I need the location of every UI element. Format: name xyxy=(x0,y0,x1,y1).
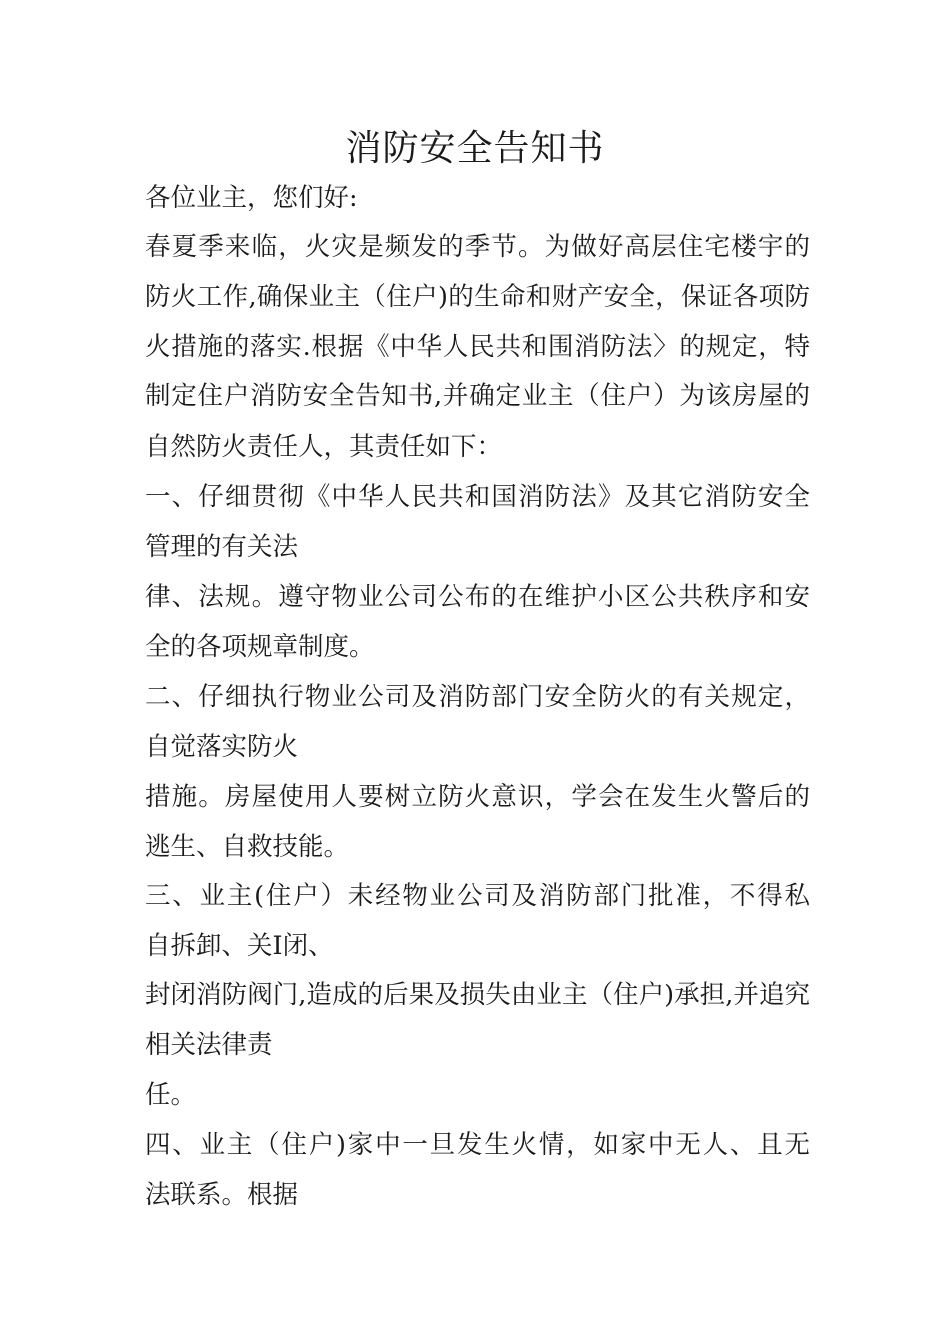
text-line: 火措施的落实.根据《中华人民共和围消防法〉的规定，特 xyxy=(145,332,810,362)
text-line: 二、仔细执行物业公司及消防部门安全防火的有关规定， xyxy=(145,682,810,712)
text-line: 春夏季来临，火灾是频发的季节。为做好高层住宅楼宇的 xyxy=(145,232,810,262)
text-line: 制定住户消防安全告知书,并确定业主（住户）为该房屋的 xyxy=(145,381,810,411)
text-line: 封闭消防阀门,造成的后果及损失由业主（住户)承担,并追究 xyxy=(145,980,810,1010)
text-line: 三、业主(住户）未经物业公司及消防部门批准，不得私 xyxy=(145,881,810,911)
text-line: 各位业主，您们好: xyxy=(145,183,358,213)
text-line: 任。 xyxy=(145,1080,197,1110)
text-line: 一、仔细贯彻《中华人民共和国消防法》及其它消防安全 xyxy=(145,482,810,512)
text-line: 相关法律责 xyxy=(145,1030,273,1060)
text-line: 自然防火责任人，其责任如下： xyxy=(145,432,503,462)
document-title: 消防安全告知书 xyxy=(345,128,605,169)
text-line: 四、业主（住户)家中一旦发生火情，如家中无人、且无 xyxy=(145,1130,810,1160)
text-line: 防火工作,确保业主（住户)的生命和财产安全，保证各项防 xyxy=(145,282,810,312)
text-line: 法联系。根据 xyxy=(145,1180,299,1210)
text-line: 措施。房屋使用人要树立防火意识，学会在发生火警后的 xyxy=(145,782,810,812)
text-line: 自觉落实防火 xyxy=(145,732,299,762)
text-line: 管理的有关法 xyxy=(145,532,299,562)
text-line: 全的各项规章制度。 xyxy=(145,632,375,662)
text-line: 逃生、自救技能。 xyxy=(145,832,350,862)
text-line: 律、法规。遵守物业公司公布的在维护小区公共秩序和安 xyxy=(145,582,810,612)
text-line: 自拆卸、关I闭、 xyxy=(145,931,334,961)
